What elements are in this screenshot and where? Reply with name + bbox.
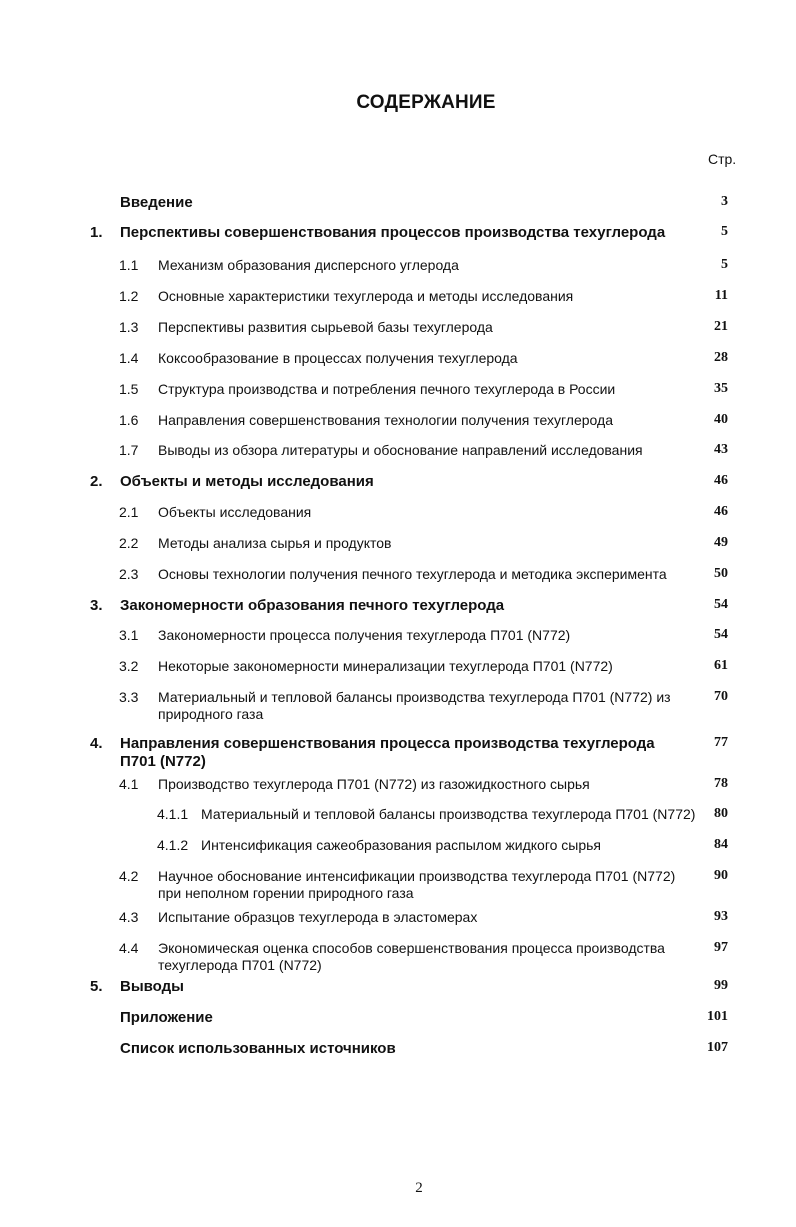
toc-entry-title: Механизм образования дисперсного углерода — [158, 257, 459, 273]
toc-entry-title: Основные характеристики техуглерода и методы исследования — [158, 288, 574, 304]
toc-entry-number: 1. — [90, 224, 103, 241]
toc-entry-number: 3.3 — [119, 689, 139, 705]
page-column-label: Стр. — [708, 151, 737, 167]
toc-entry-page: 43 — [714, 442, 728, 457]
toc-entry-page: 93 — [714, 909, 728, 924]
toc-entry-page: 84 — [714, 837, 728, 852]
toc-entry-number: 4.2 — [119, 868, 139, 884]
toc-entry-page: 49 — [714, 535, 728, 550]
toc-entry-page: 77 — [714, 735, 728, 750]
toc-entry-number: 5. — [90, 978, 103, 995]
toc-entry-page: 50 — [714, 566, 728, 581]
toc-entry-number: 4.1.1 — [157, 806, 189, 822]
toc-entry-title: Экономическая оценка способов совершенствования процесса производства техуглерода П701 (N772) — [158, 940, 665, 973]
toc-entry-title: Перспективы совершенствования процессов производства техуглерода — [120, 224, 666, 241]
toc-entry-number: 4.4 — [119, 940, 139, 956]
toc-entry-page: 35 — [714, 381, 728, 396]
toc-entry-title: Материальный и тепловой балансы производства техуглерода П701 (N772) из природного газа — [158, 689, 671, 722]
toc-entry-title: Введение — [120, 194, 193, 211]
toc-entry-page: 90 — [714, 868, 728, 883]
toc-entry-title: Закономерности процесса получения техуглерода П701 (N772) — [158, 627, 571, 643]
toc-entry-title: Объекты исследования — [158, 504, 312, 520]
toc-entry-title: Приложение — [120, 1009, 213, 1026]
toc-entry-title: Интенсификация сажеобразования распылом жидкого сырья — [201, 837, 602, 853]
toc-entry-title: Коксообразование в процессах получения техуглерода — [158, 350, 518, 366]
toc-entry-page: 5 — [721, 224, 728, 239]
toc-entry-title: Материальный и тепловой балансы производства техуглерода П701 (N772) — [201, 806, 696, 822]
toc-entry-number: 2.1 — [119, 504, 139, 520]
toc-entry-number: 2.2 — [119, 535, 139, 551]
toc-entry-page: 78 — [714, 776, 728, 791]
toc-entry-page: 54 — [714, 627, 728, 642]
toc-entry-title: Некоторые закономерности минерализации техуглерода П701 (N772) — [158, 658, 613, 674]
toc-entry-number: 1.7 — [119, 442, 139, 458]
toc-entry-title: Перспективы развития сырьевой базы техуглерода — [158, 319, 493, 335]
toc-entry-page: 3 — [721, 194, 728, 209]
toc-entry-title: Закономерности образования печного техуглерода — [120, 597, 505, 614]
toc-entry-number: 1.6 — [119, 412, 139, 428]
toc-entry-number: 3.2 — [119, 658, 139, 674]
toc-entry-page: 46 — [714, 473, 728, 488]
toc-entry-title: Методы анализа сырья и продуктов — [158, 535, 392, 551]
toc-entry-title: Структура производства и потребления печного техуглерода в России — [158, 381, 616, 397]
toc-entry-number: 3.1 — [119, 627, 139, 643]
toc-entry-title: Испытание образцов техуглерода в эластомерах — [158, 909, 478, 925]
toc-entry-number: 2.3 — [119, 566, 139, 582]
toc-entry-number: 1.3 — [119, 319, 139, 335]
toc-entry-number: 4. — [90, 735, 103, 752]
toc-entry-title: Производство техуглерода П701 (N772) из газожидкостного сырья — [158, 776, 590, 792]
toc-entry-number: 4.3 — [119, 909, 139, 925]
toc-entry-number: 1.2 — [119, 288, 139, 304]
toc-entry-title: Выводы из обзора литературы и обоснование направлений исследования — [158, 442, 643, 458]
toc-entry-title: Направления совершенствования технологии получения техуглерода — [158, 412, 613, 428]
toc-entry-page: 21 — [714, 319, 728, 334]
toc-entry-page: 11 — [714, 288, 728, 303]
toc-entry-page: 5 — [721, 257, 728, 272]
page-number: 2 — [415, 1180, 423, 1196]
toc-entry-number: 1.1 — [119, 257, 139, 273]
toc-entry-page: 61 — [714, 658, 728, 673]
toc-entry-page: 54 — [714, 597, 728, 612]
toc-entry-number: 4.1 — [119, 776, 139, 792]
toc-entry-page: 97 — [714, 940, 728, 955]
toc-entry-title: Список использованных источников — [120, 1040, 396, 1057]
toc-entry-page: 46 — [714, 504, 728, 519]
toc-entry-page: 28 — [714, 350, 728, 365]
toc-entry-page: 80 — [714, 806, 728, 821]
toc-entry-page: 107 — [707, 1040, 728, 1055]
toc-entry-page: 101 — [707, 1009, 728, 1024]
toc-entry-page: 99 — [714, 978, 728, 993]
page-title: СОДЕРЖАНИЕ — [356, 92, 496, 113]
toc-entry-title: Выводы — [120, 978, 184, 995]
toc-entry-number: 1.4 — [119, 350, 139, 366]
toc-entry-page: 40 — [714, 412, 728, 427]
toc-entry-number: 4.1.2 — [157, 837, 189, 853]
toc-entry-page: 70 — [714, 689, 728, 704]
toc-entry-title: Научное обоснование интенсификации производства техуглерода П701 (N772) при неполном горении природного газа — [158, 868, 676, 901]
toc-entry-title: Основы технологии получения печного техуглерода и методика эксперимента — [158, 566, 667, 582]
toc-entry-title: Направления совершенствования процесса производства техуглерода П701 (N772) — [120, 735, 655, 770]
toc-entry-title: Объекты и методы исследования — [120, 473, 374, 490]
toc-entry-number: 1.5 — [119, 381, 139, 397]
toc-entry-number: 2. — [90, 473, 103, 490]
toc-entry-number: 3. — [90, 597, 103, 614]
